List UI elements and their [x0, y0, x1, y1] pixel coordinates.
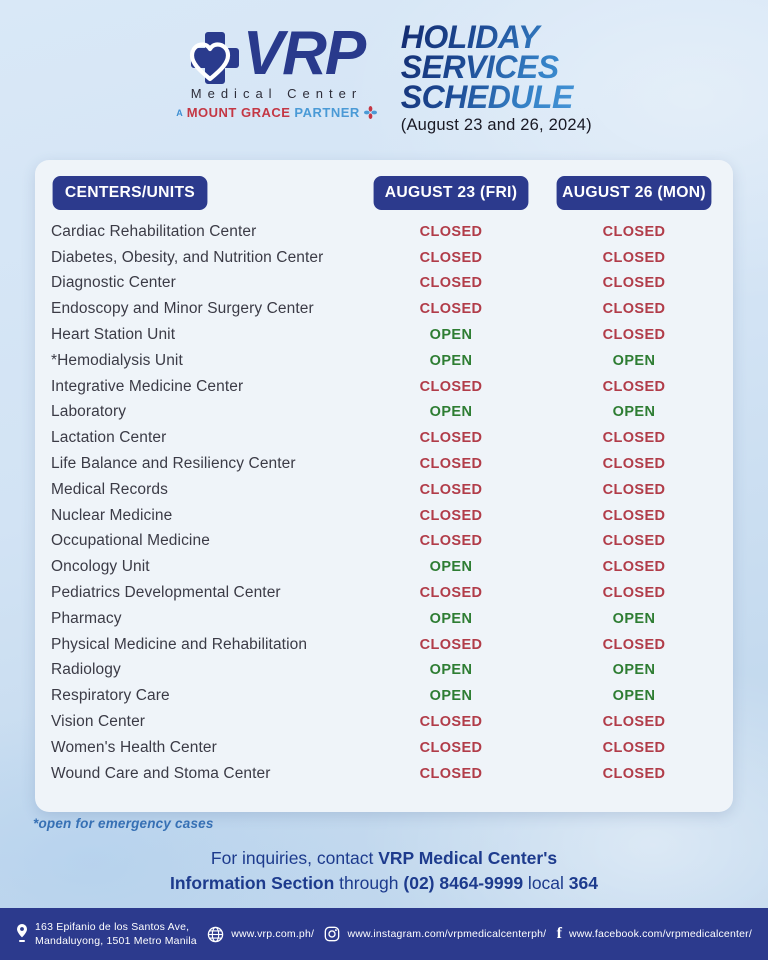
table-row — [51, 529, 717, 555]
table-row — [51, 658, 717, 684]
title-block — [401, 18, 592, 135]
status-august-26: CLOSED — [602, 714, 666, 731]
table-row — [51, 554, 717, 580]
address-group — [16, 920, 197, 948]
status-august-26: CLOSED — [602, 636, 666, 653]
table-row — [51, 271, 717, 297]
status-august-26: CLOSED — [602, 378, 666, 395]
status-august-23: OPEN — [429, 662, 473, 679]
unit-name: Diagnostic Center — [51, 274, 176, 292]
status-august-26: OPEN — [612, 404, 656, 421]
status-august-26: CLOSED — [602, 327, 666, 344]
flower-icon — [364, 106, 377, 119]
status-august-23: CLOSED — [419, 636, 483, 653]
unit-name: Pharmacy — [51, 609, 122, 627]
table-row — [51, 219, 717, 245]
table-header — [51, 176, 717, 210]
status-august-23: CLOSED — [419, 481, 483, 498]
status-august-23: CLOSED — [419, 430, 483, 447]
location-pin-icon — [16, 923, 28, 945]
partner-brand: MOUNT GRACE — [186, 105, 291, 120]
status-august-26: CLOSED — [602, 559, 666, 576]
unit-name: Pediatrics Developmental Center — [51, 584, 281, 602]
globe-icon — [207, 926, 224, 943]
table-row — [51, 322, 717, 348]
footnote: *open for emergency cases — [33, 816, 214, 831]
table-row — [51, 632, 717, 658]
vrp-logo — [176, 18, 377, 120]
partner-prefix: A — [176, 107, 183, 118]
unit-name: *Hemodialysis Unit — [51, 351, 183, 369]
unit-name: Diabetes, Obesity, and Nutrition Center — [51, 248, 324, 266]
status-august-26: OPEN — [612, 662, 656, 679]
status-august-23: CLOSED — [419, 301, 483, 318]
table-row — [51, 245, 717, 271]
unit-name: Physical Medicine and Rehabilitation — [51, 635, 308, 653]
unit-name: Endoscopy and Minor Surgery Center — [51, 300, 314, 318]
status-august-23: OPEN — [429, 404, 473, 421]
website-url: www.vrp.com.ph/ — [231, 927, 315, 940]
unit-name: Life Balance and Resiliency Center — [51, 455, 296, 473]
status-august-23: CLOSED — [419, 714, 483, 731]
unit-name: Oncology Unit — [51, 558, 150, 576]
status-august-26: OPEN — [612, 688, 656, 705]
status-august-26: CLOSED — [602, 585, 666, 602]
status-august-23: CLOSED — [419, 533, 483, 550]
table-row — [51, 580, 717, 606]
status-august-26: CLOSED — [602, 430, 666, 447]
status-august-26: OPEN — [612, 352, 656, 369]
unit-name: Radiology — [51, 661, 121, 679]
table-row — [51, 400, 717, 426]
status-august-23: CLOSED — [419, 275, 483, 292]
vrp-wordmark: VRP — [242, 19, 365, 88]
table-row — [51, 683, 717, 709]
facebook-group — [557, 926, 752, 942]
table-row — [51, 503, 717, 529]
unit-name: Integrative Medicine Center — [51, 377, 244, 395]
status-august-23: CLOSED — [419, 765, 483, 782]
status-august-23: CLOSED — [419, 456, 483, 473]
status-august-23: OPEN — [429, 688, 473, 705]
logo-subtitle: Medical Center — [190, 86, 363, 101]
unit-name: Wound Care and Stoma Center — [51, 764, 271, 782]
status-august-23: OPEN — [429, 327, 473, 344]
table-row — [51, 477, 717, 503]
unit-name: Heart Station Unit — [51, 326, 176, 344]
footer-bar — [0, 908, 768, 960]
unit-name: Cardiac Rehabilitation Center — [51, 222, 257, 240]
inquiries-text: For inquiries, contact VRP Medical Center's Information Section through (02) 8464-9999 local 364 — [170, 848, 598, 893]
date-range: (August 23 and 26, 2024) — [400, 116, 592, 134]
unit-name: Occupational Medicine — [51, 532, 210, 550]
status-august-23: CLOSED — [419, 585, 483, 602]
status-august-23: CLOSED — [419, 739, 483, 756]
status-august-23: CLOSED — [419, 249, 483, 266]
partner-line — [176, 105, 377, 120]
table-row — [51, 425, 717, 451]
status-august-26: CLOSED — [602, 223, 666, 240]
table-row — [51, 374, 717, 400]
unit-name: Lactation Center — [51, 429, 167, 447]
status-august-26: CLOSED — [602, 739, 666, 756]
unit-name: Respiratory Care — [51, 687, 170, 705]
unit-name: Women's Health Center — [51, 738, 217, 756]
status-august-23: CLOSED — [419, 223, 483, 240]
schedule-card — [35, 160, 733, 812]
address-text: 163 Epifanio de los Santos Ave, Mandaluyong, 1501 Metro Manila — [35, 920, 197, 947]
table-row — [51, 348, 717, 374]
cross-heart-icon — [189, 30, 241, 86]
instagram-group — [324, 926, 546, 942]
table-row — [51, 709, 717, 735]
column-header-centers-units: CENTERS/UNITS — [53, 176, 208, 210]
status-august-26: CLOSED — [602, 249, 666, 266]
table-row — [51, 606, 717, 632]
status-august-26: CLOSED — [602, 481, 666, 498]
table-row — [51, 296, 717, 322]
status-august-26: CLOSED — [602, 507, 666, 524]
facebook-url: www.facebook.com/vrpmedicalcenter/ — [568, 927, 752, 940]
unit-name: Vision Center — [51, 713, 146, 731]
facebook-icon: f — [556, 925, 562, 942]
unit-name: Medical Records — [51, 480, 168, 498]
column-header-august-23: AUGUST 23 (FRI) — [374, 176, 529, 210]
status-august-26: CLOSED — [602, 275, 666, 292]
status-august-23: OPEN — [429, 352, 473, 369]
status-august-23: OPEN — [429, 610, 473, 627]
partner-suffix: PARTNER — [294, 105, 360, 120]
table-row — [51, 735, 717, 761]
website-group — [207, 926, 314, 943]
header — [0, 18, 768, 135]
instagram-icon — [324, 926, 340, 942]
page-title: HOLIDAY SERVICES SCHEDULE — [401, 22, 592, 112]
instagram-url: www.instagram.com/vrpmedicalcenterph/ — [347, 927, 547, 940]
schedule-rows — [51, 219, 717, 787]
unit-name: Nuclear Medicine — [51, 506, 173, 524]
status-august-26: CLOSED — [602, 533, 666, 550]
status-august-23: CLOSED — [419, 378, 483, 395]
column-header-august-26: AUGUST 26 (MON) — [557, 176, 712, 210]
status-august-26: CLOSED — [602, 765, 666, 782]
table-row — [51, 761, 717, 787]
table-row — [51, 451, 717, 477]
status-august-26: CLOSED — [602, 301, 666, 318]
status-august-23: OPEN — [429, 559, 473, 576]
status-august-26: OPEN — [612, 610, 656, 627]
status-august-23: CLOSED — [419, 507, 483, 524]
unit-name: Laboratory — [51, 403, 127, 421]
status-august-26: CLOSED — [602, 456, 666, 473]
